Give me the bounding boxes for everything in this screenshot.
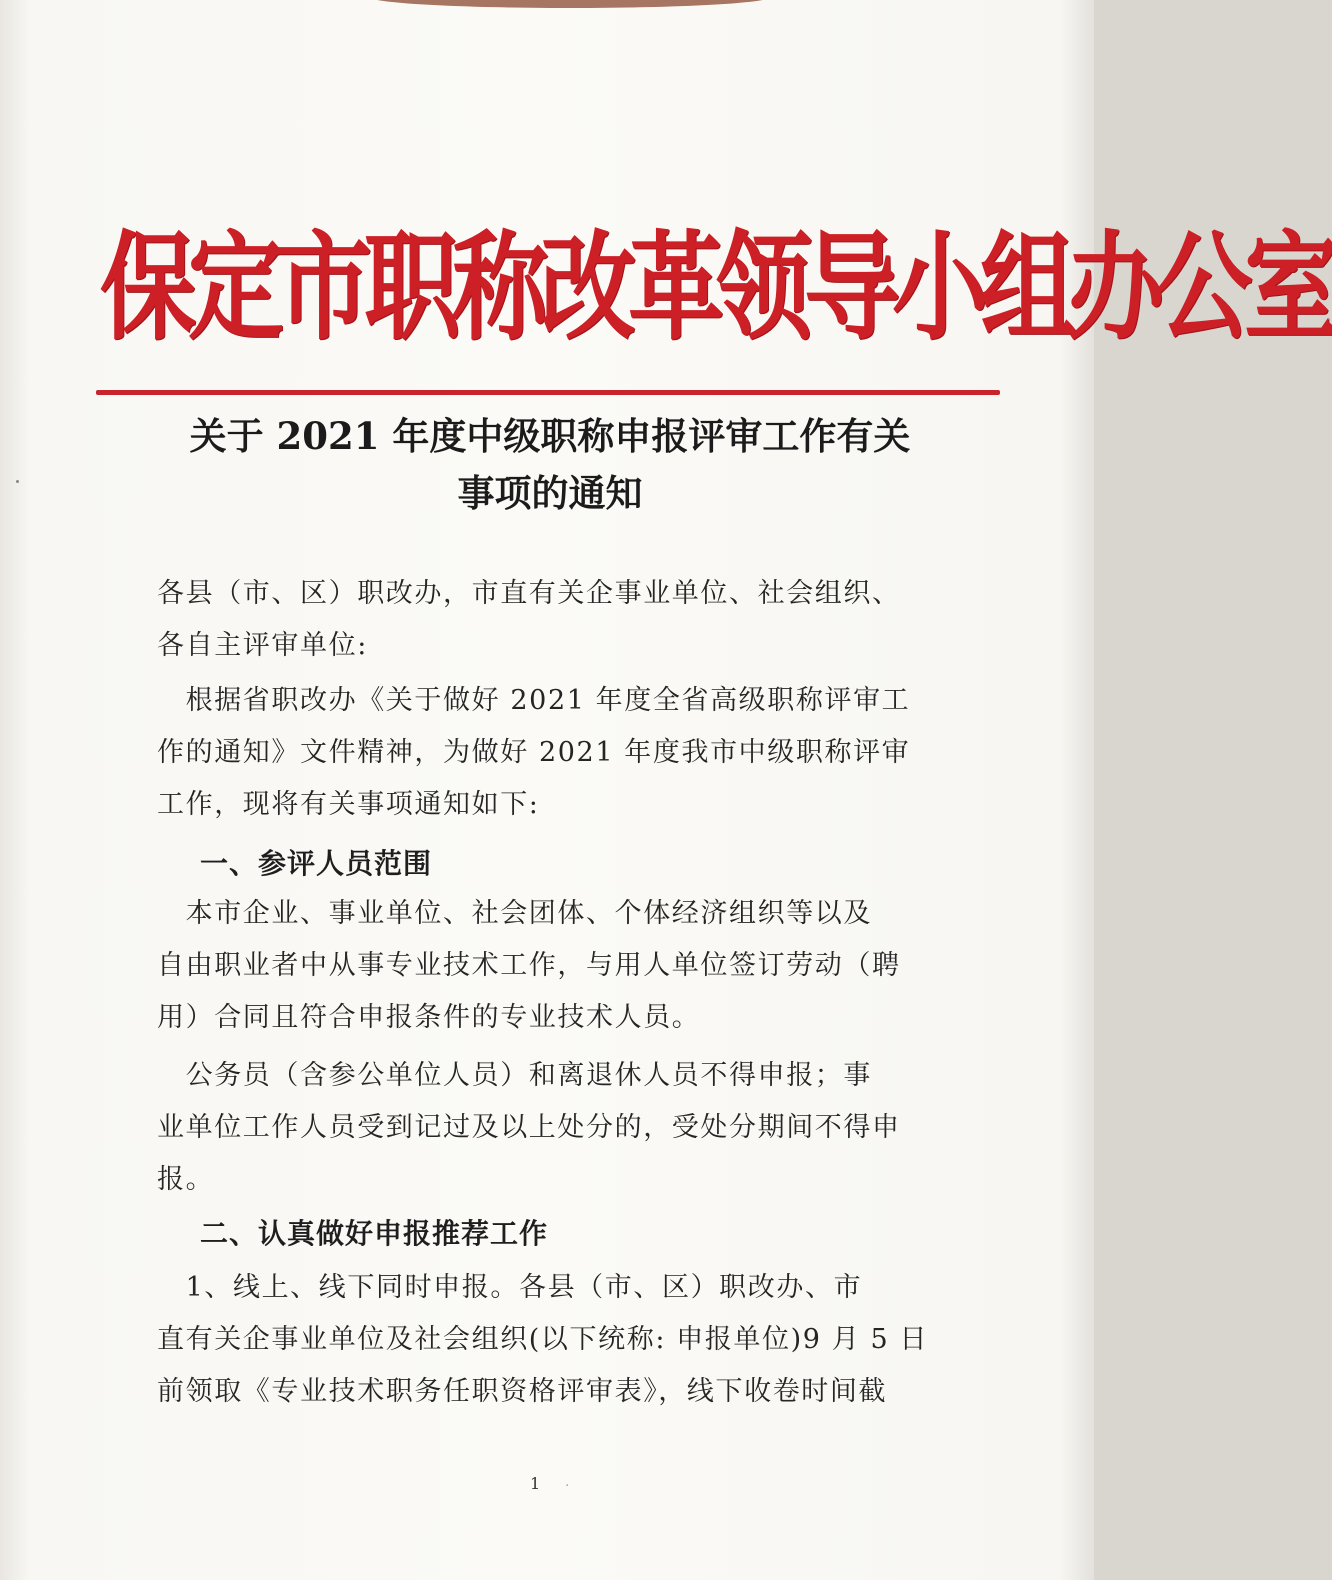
section-1-para2-line-2: 业单位工作人员受到记过及以上处分的，受处分期间不得申 bbox=[157, 1112, 901, 1143]
section-2-item1-line-3: 前领取《专业技术职务任职资格评审表》，线下收卷时间截 bbox=[157, 1376, 888, 1407]
section-1-para2-line-3: 报。 bbox=[157, 1164, 215, 1195]
title-line-1: 关于 2021 年度中级职称申报评审工作有关 bbox=[189, 414, 911, 458]
intro-line-3: 工作，现将有关事项通知如下: bbox=[157, 789, 540, 820]
section-2-item1-line-2: 直有关企事业单位及社会组织(以下统称: 申报单位)9 月 5 日 bbox=[157, 1324, 929, 1355]
binding-hole-mark bbox=[16, 480, 19, 483]
section-1-paragraph-2 bbox=[157, 1050, 927, 1206]
intro-line-2: 作的通知》文件精神，为做好 2021 年度我市中级职称评审 bbox=[157, 737, 911, 768]
paper-speck: · bbox=[565, 1478, 570, 1494]
letterhead-org-name: 保定市职称改革领导小组办公室 bbox=[100, 218, 1332, 357]
section-1-para1-line-2: 自由职业者中从事专业技术工作，与用人单位签订劳动（聘 bbox=[157, 950, 901, 981]
section-1-para2-line-1: 公务员（含参公单位人员）和离退休人员不得申报；事 bbox=[157, 1060, 872, 1091]
section-1-heading: 一、参评人员范围 bbox=[200, 847, 433, 880]
section-2-item-1 bbox=[157, 1262, 927, 1418]
document-title bbox=[140, 408, 960, 522]
section-1-para1-line-3: 用）合同且符合申报条件的专业技术人员。 bbox=[157, 1002, 701, 1033]
binding-clip-shadow bbox=[370, 0, 770, 8]
intro-paragraph bbox=[157, 675, 927, 831]
intro-line-1: 根据省职改办《关于做好 2021 年度全省高级职称评审工 bbox=[157, 685, 911, 716]
section-1-para1-line-1: 本市企业、事业单位、社会团体、个体经济组织等以及 bbox=[157, 898, 872, 929]
salutation bbox=[157, 568, 927, 672]
salutation-line-2: 各自主评审单位: bbox=[157, 630, 368, 661]
salutation-line-1: 各县（市、区）职改办，市直有关企事业单位、社会组织、 bbox=[157, 578, 901, 609]
section-1-paragraph-1 bbox=[157, 888, 927, 1044]
title-line-2: 事项的通知 bbox=[457, 471, 643, 515]
section-2-heading: 二、认真做好申报推荐工作 bbox=[200, 1217, 549, 1250]
letterhead-red-rule bbox=[96, 390, 1000, 395]
page-number: 1 bbox=[530, 1474, 541, 1493]
section-2-item1-line-1: 1、线上、线下同时申报。各县（市、区）职改办、市 bbox=[157, 1272, 863, 1303]
